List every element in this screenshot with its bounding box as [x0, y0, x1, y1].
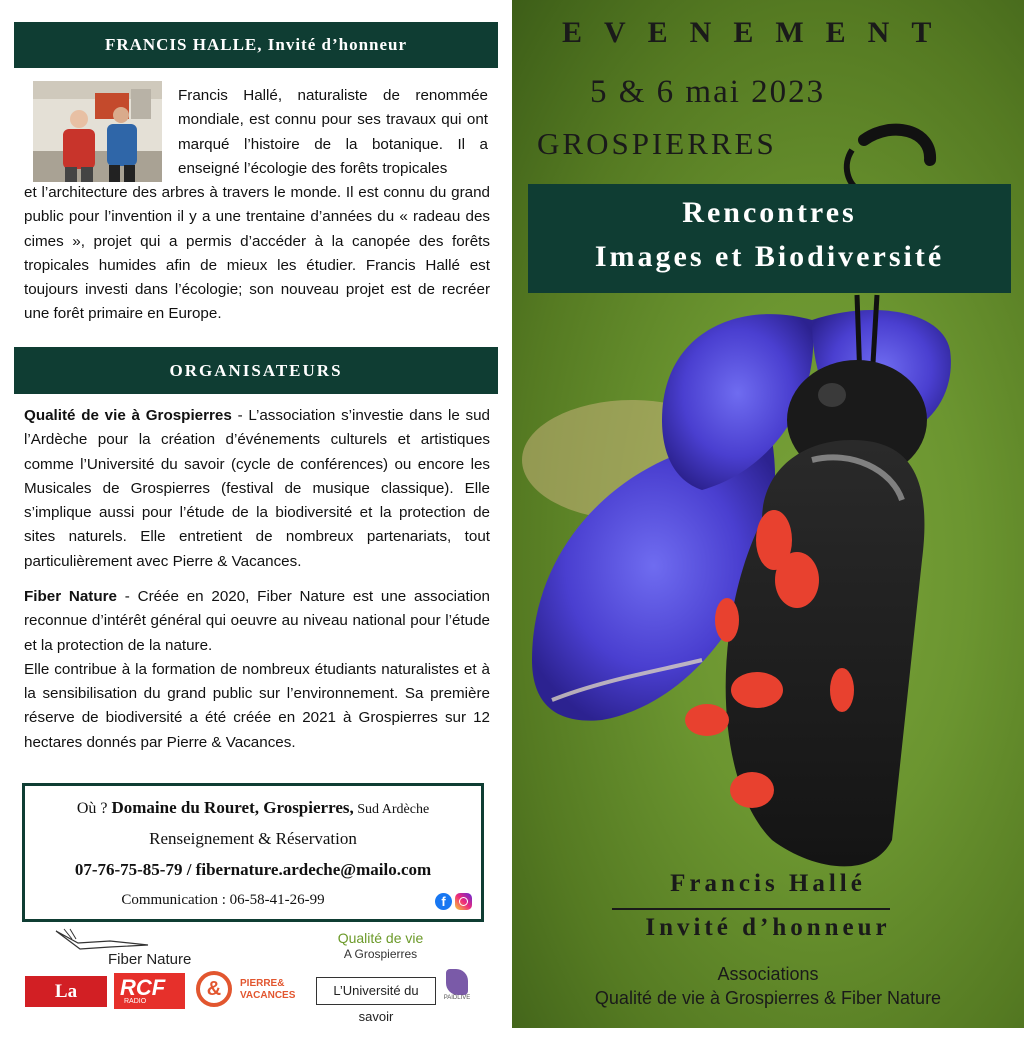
guest-name: Francis Hallé: [670, 870, 866, 897]
booking-line: Renseignement & Réservation: [149, 829, 357, 848]
organiser-2-paragraph: [24, 585, 490, 755]
paidlive-logo: [442, 969, 472, 1013]
organiser-1-paragraph: [24, 404, 490, 574]
organiser-2-text: - Créée en 2020, Fiber Nature est une association reconnue d’intérêt général qui oeuvre au niveau national pour l’étude et la protection de la nature.: [24, 588, 490, 654]
pierre-vacances-logo: [196, 971, 314, 1011]
qualite-de-vie-logo: [318, 930, 443, 970]
paidlive-flower-icon: [446, 969, 468, 995]
guest-photo-image: [33, 81, 162, 182]
guest-bio-bottom: et l’architecture des arbres à travers le monde. Il est connu du grand public pour l’invention il y a une trentaine d’années du « radeau des cimes », projet qui a permis d’accéder à la canopée des forêts tropicales humides afin de mieux les étudier. Francis Hallé est toujours investi dans l’écologie; son nouveau projet est de recréer une forêt primaire en Europe.: [24, 184, 490, 323]
contact-line[interactable]: 07-76-75-85-79 / fibernature.ardeche@mailo.com: [74, 860, 432, 879]
paidlive-text: PAIDLIVE: [443, 995, 471, 1001]
info-box: [22, 783, 484, 922]
organiser-2-name: Fiber Nature: [24, 588, 118, 605]
event-title-line-2: Images et Biodiversité: [594, 240, 945, 273]
universite-du-savoir-logo: L’Université du savoir: [316, 977, 436, 1005]
where-place: Domaine du Rouret, Grospierres,: [111, 798, 354, 817]
qualite-line-1: Qualité de vie: [337, 930, 424, 946]
rcf-logo: [114, 973, 185, 1009]
organisers-header: ORGANISATEURS: [14, 347, 498, 394]
organiser-1-name: Qualité de vie à Grospierres: [24, 407, 232, 424]
where-region: Sud Ardèche: [353, 802, 430, 817]
partner-logos: [0, 925, 512, 1033]
event-dates: 5 & 6 mai 2023: [590, 74, 826, 110]
pierre-line-2: VACANCES: [240, 990, 296, 1001]
qualite-line-2: A Grospierres: [343, 947, 418, 961]
event-label: EVENEMENT: [562, 16, 954, 49]
event-title-box: [528, 184, 1011, 293]
facebook-icon[interactable]: f: [435, 893, 452, 910]
where-label: Où ?: [76, 800, 112, 817]
event-title-line-1: Rencontres: [682, 196, 857, 229]
fiber-nature-logo: [50, 927, 210, 971]
fiber-nature-text: Fiber Nature: [108, 951, 192, 968]
event-place: GROSPIERRES: [537, 126, 777, 161]
fiber-nature-bird-icon: [50, 927, 210, 953]
communication-line: Communication : 06-58-41-26-99: [121, 892, 325, 908]
associations-names: Qualité de vie à Grospierres & Fiber Nature: [594, 988, 942, 1008]
left-panel: [0, 0, 512, 1033]
organiser-2-text-2: Elle contribue à la formation de nombreux étudiants naturalistes et à la sensibilisation du grand public sur l’environnement. Sa première réserve de biodiversité a été créée en 2021 à Grospierres sur 12 hectares donnés par Pierre & Vacances.: [24, 660, 490, 751]
associations-label: Associations: [717, 964, 819, 984]
rcf-text: RCF: [120, 975, 166, 1000]
where-line: [25, 798, 481, 818]
pierre-line-1: PIERRE&: [240, 978, 285, 989]
pierre-vacances-ampersand-icon: &: [196, 971, 232, 1007]
instagram-icon[interactable]: [455, 893, 472, 910]
guest-header: FRANCIS HALLE, Invité d’honneur: [14, 22, 498, 68]
guest-photo: [33, 81, 162, 182]
la-tribune-logo: La Tribune: [25, 976, 107, 1007]
organiser-1-text: - L’association s’investie dans le sud l’Ardèche pour la création d’événements culturels et artistiques comme l’Université du savoir (cycle de conférences) ou encore les Musicales de Grospierres (festival de musique classique). Elle s’implique aussi pour l’étude de la biodiversité et la protection de sites naturels. Elle entretient de nombreux partenariats, tout particulièrement avec Pierre & Vacances.: [24, 407, 490, 570]
guest-underline: [612, 908, 890, 910]
rcf-sub-text: RADIO: [124, 998, 147, 1005]
guest-bio-top: Francis Hallé, naturaliste de renommée mondiale, est connu pour ses travaux qui ont marqué l’histoire de la botanique. Il a enseigné l’écologie des forêts tropicales: [178, 87, 488, 177]
guest-role: Invité d’honneur: [645, 914, 891, 941]
